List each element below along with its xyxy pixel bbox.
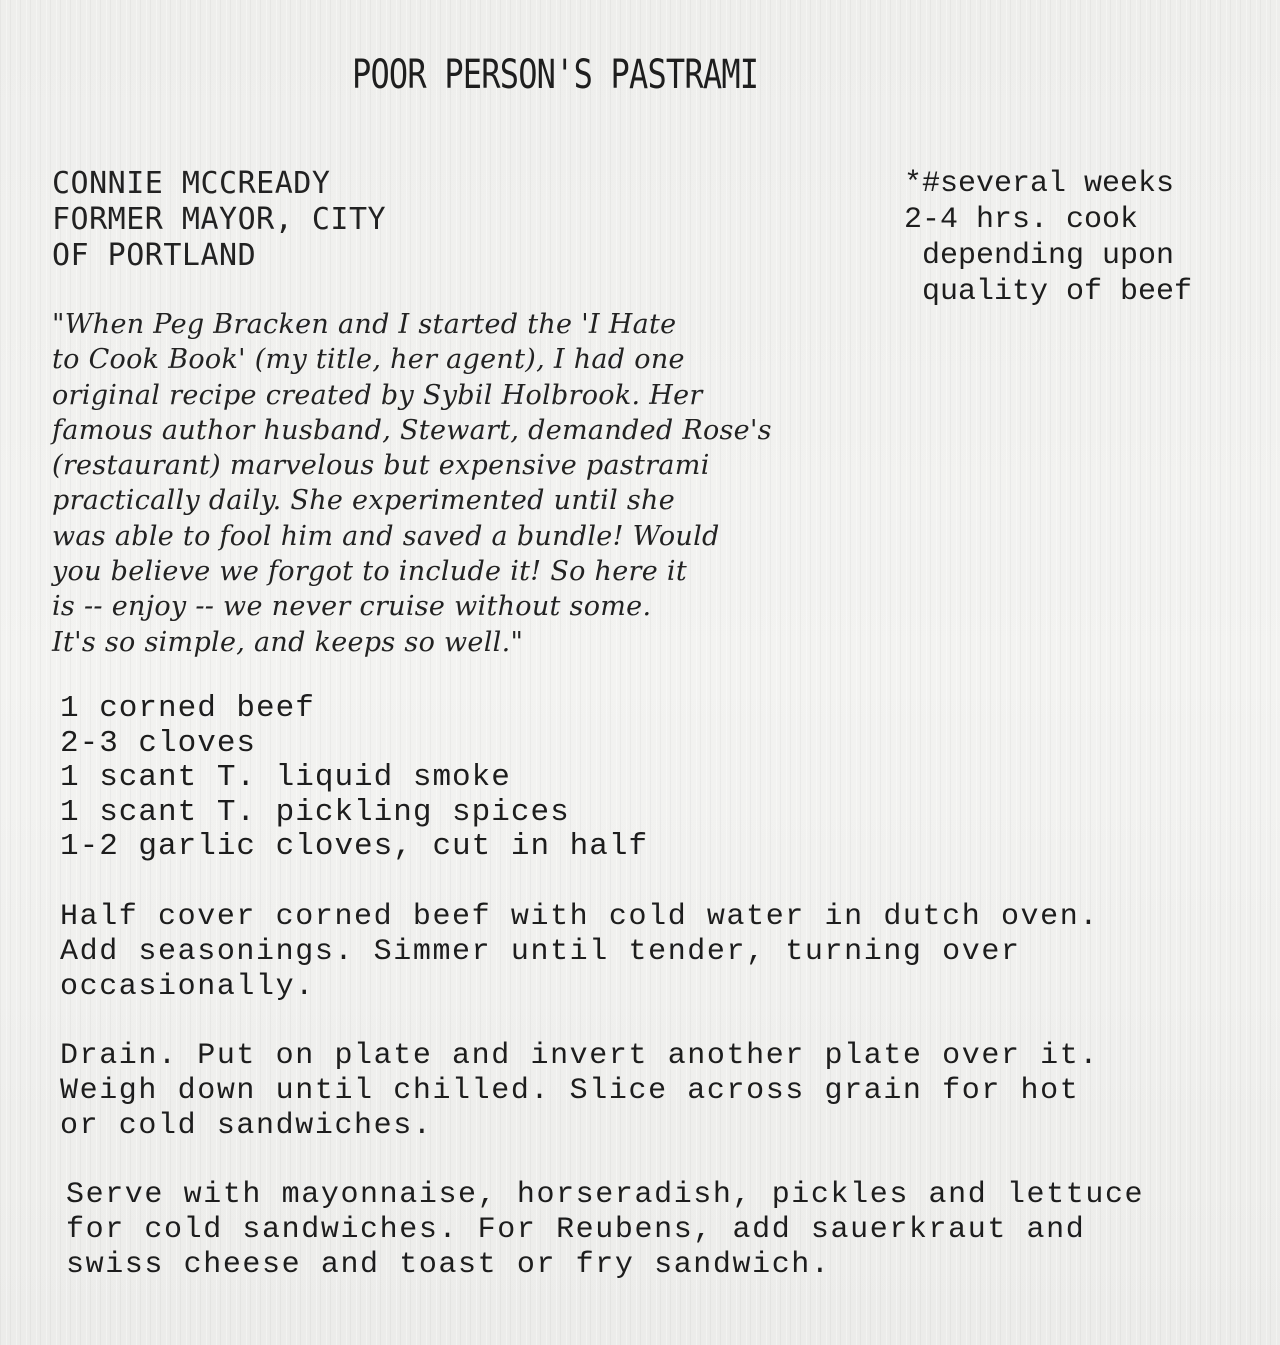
- instruction-line: Add seasonings. Simmer until tender, turning over: [60, 935, 1021, 969]
- timing-line: depending upon: [922, 239, 1175, 273]
- instruction-line: Serve with mayonnaise, horseradish, pickles and lettuce: [66, 1178, 1145, 1212]
- instruction-paragraph-cook: [60, 900, 1099, 1005]
- instruction-line: or cold sandwiches.: [60, 1109, 433, 1143]
- recipe-title: POOR PERSON'S PASTRAMI: [352, 52, 759, 98]
- instruction-line: Drain. Put on plate and invert another plate over it.: [60, 1039, 1099, 1073]
- intro-quote: [52, 307, 902, 660]
- ingredient-item: 1 scant T. liquid smoke: [60, 760, 511, 795]
- ingredient-item: 1 corned beef: [60, 691, 315, 726]
- ingredient-list: [60, 692, 648, 865]
- instruction-line: Half cover corned beef with cold water in dutch oven.: [60, 900, 1099, 934]
- quote-line: It's so simple, and keeps so well.": [52, 626, 524, 658]
- instruction-line: Weigh down until chilled. Slice across grain for hot: [60, 1074, 1080, 1108]
- author-position: FORMER MAYOR, CITY: [52, 202, 387, 237]
- instruction-line: for cold sandwiches. For Reubens, add sauerkraut and: [66, 1213, 1086, 1247]
- instruction-paragraph-serve: [66, 1178, 1144, 1283]
- instruction-paragraph-chill: [60, 1039, 1099, 1144]
- quote-line: was able to fool him and saved a bundle! Would: [52, 520, 720, 552]
- author-city: OF PORTLAND: [52, 238, 257, 273]
- ingredient-item: 1-2 garlic cloves, cut in half: [60, 829, 649, 864]
- quote-line: practically daily. She experimented until she: [52, 485, 676, 517]
- instruction-line: occasionally.: [60, 970, 315, 1004]
- quote-line: you believe we forgot to include it! So here it: [52, 556, 687, 588]
- quote-line: to Cook Book' (my title, her agent), I had one: [52, 344, 685, 376]
- author-name: CONNIE MCCREADY: [52, 166, 331, 201]
- quote-line: is -- enjoy -- we never cruise without some.: [52, 591, 652, 623]
- author-block: [52, 166, 386, 274]
- instruction-line: swiss cheese and toast or fry sandwich.: [66, 1248, 831, 1282]
- ingredient-item: 2-3 cloves: [60, 725, 257, 761]
- ingredient-item: 1 scant T. pickling spices: [60, 794, 570, 830]
- timing-line: *#several weeks: [904, 167, 1175, 201]
- quote-line: famous author husband, Stewart, demanded Rose's: [52, 414, 772, 446]
- timing-line: 2-4 hrs. cook: [904, 203, 1139, 237]
- quote-line: (restaurant) marvelous but expensive pastrami: [52, 450, 710, 482]
- timing-line: quality of beef: [922, 275, 1193, 309]
- timing-note: [904, 166, 1192, 310]
- quote-line: original recipe created by Sybil Holbrook. Her: [52, 379, 703, 411]
- quote-line: "When Peg Bracken and I started the 'I Hate: [52, 309, 677, 340]
